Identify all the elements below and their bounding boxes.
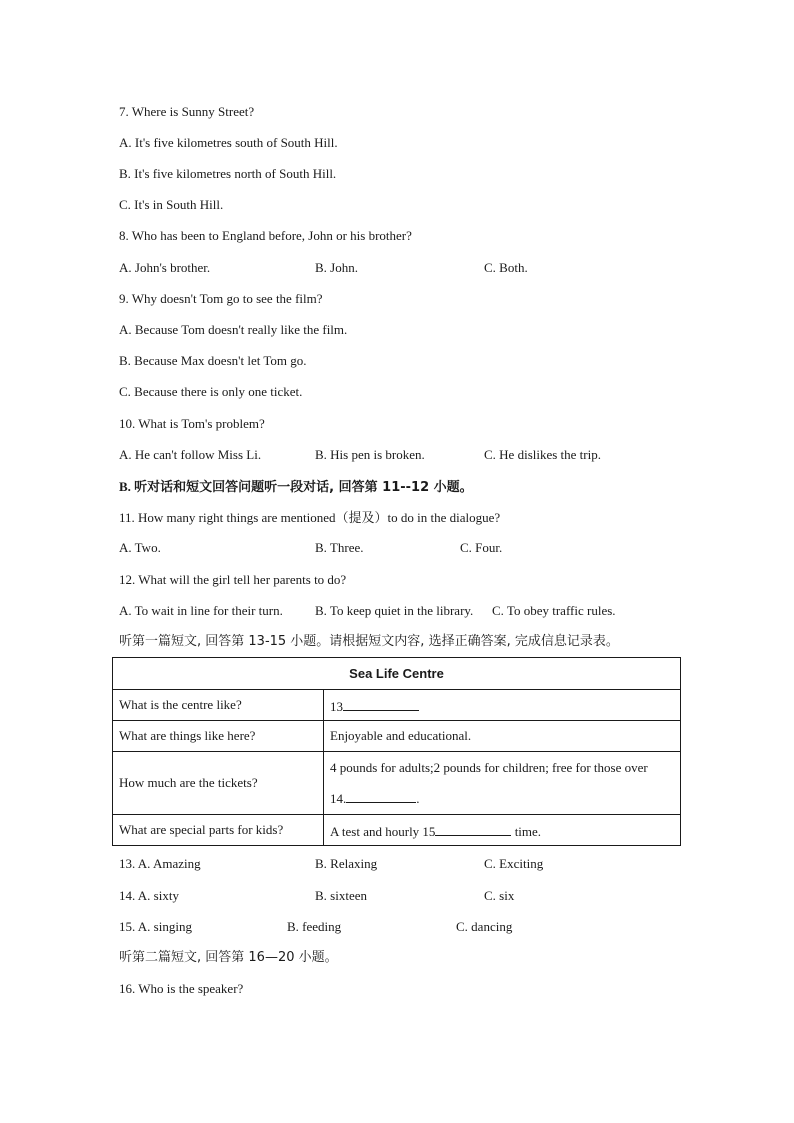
table-cell-answer: Enjoyable and educational. [324, 721, 681, 752]
question-12: 12. What will the girl tell her parents to do? [119, 572, 347, 587]
q12-option-b: B. To keep quiet in the library. [315, 603, 474, 618]
blank-number-15: A test and hourly 15 [330, 823, 436, 839]
question-9: 9. Why doesn't Tom go to see the film? [119, 291, 323, 306]
q7-option-a: A. It's five kilometres south of South Hill. [119, 135, 338, 150]
info-record-table [112, 657, 681, 846]
q15-option-b: B. feeding [287, 919, 342, 934]
blank-number-13: 13 [330, 698, 343, 714]
q7-option-c: C. It's in South Hill. [119, 197, 224, 212]
q15-option-c: C. dancing [456, 919, 513, 934]
blank-13 [343, 696, 419, 711]
q10-option-c: C. He dislikes the trip. [484, 447, 601, 462]
table-cell-question: How much are the tickets? [113, 752, 324, 815]
q8-option-b: B. John. [315, 260, 358, 275]
blank-15 [435, 821, 511, 836]
question-8: 8. Who has been to England before, John or his brother? [119, 228, 412, 243]
table-row [113, 690, 681, 721]
table-cell-answer [324, 815, 681, 846]
q14-option-c: C. six [484, 888, 515, 903]
q13-option-b: B. Relaxing [315, 856, 378, 871]
q9-option-a: A. Because Tom doesn't really like the film. [119, 322, 348, 337]
passage-2-intro: 听第二篇短文, 回答第 16—20 小题。 [119, 950, 338, 965]
q14-option-a: 14. A. sixty [119, 888, 179, 903]
table-row [113, 721, 681, 752]
q11-option-c: C. Four. [460, 540, 503, 555]
table-cell-question: What is the centre like? [113, 690, 324, 721]
q11-option-a: A. Two. [119, 540, 161, 555]
table-cell-question: What are special parts for kids? [113, 815, 324, 846]
blank-number-14: 14. [330, 791, 347, 806]
table-title-row [113, 658, 681, 690]
blank-14 [346, 788, 416, 803]
q7-option-b: B. It's five kilometres north of South Hill. [119, 166, 337, 181]
table-cell-answer [324, 690, 681, 721]
question-10: 10. What is Tom's problem? [119, 416, 265, 431]
q10-option-a: A. He can't follow Miss Li. [119, 447, 262, 462]
section-b-label: B. [119, 479, 131, 494]
question-11: 11. How many right things are mentioned（提及）to do in the dialogue? [119, 510, 501, 525]
section-b-text: 听对话和短文回答问题听一段对话, 回答第 11--12 小题。 [134, 480, 473, 495]
ticket-price-text: 4 pounds for adults;2 pounds for children; free for those over [330, 760, 648, 775]
q14-option-b: B. sixteen [315, 888, 367, 903]
question-7: 7. Where is Sunny Street? [119, 104, 255, 119]
q13-option-c: C. Exciting [484, 856, 544, 871]
table-row [113, 752, 681, 815]
time-label: time. [511, 823, 542, 839]
ticket-period: . [416, 791, 420, 806]
table-cell-question: What are things like here? [113, 721, 324, 752]
q10-option-b: B. His pen is broken. [315, 447, 425, 462]
passage-1-intro: 听第一篇短文, 回答第 13-15 小题。请根据短文内容, 选择正确答案, 完成信息记录表。 [119, 634, 619, 649]
table-title: Sea Life Centre [113, 658, 681, 690]
question-16: 16. Who is the speaker? [119, 981, 244, 996]
q9-option-b: B. Because Max doesn't let Tom go. [119, 353, 307, 368]
q8-option-c: C. Both. [484, 260, 528, 275]
ticket-age-line [330, 783, 674, 814]
q8-option-a: A. John's brother. [119, 260, 211, 275]
q9-option-c: C. Because there is only one ticket. [119, 384, 303, 399]
q11-option-b: B. Three. [315, 540, 364, 555]
table-cell-answer [324, 752, 681, 815]
q15-option-a: 15. A. singing [119, 919, 192, 934]
table-row [113, 815, 681, 846]
q13-option-a: 13. A. Amazing [119, 856, 201, 871]
q12-option-c: C. To obey traffic rules. [492, 603, 616, 618]
section-b-heading [119, 477, 473, 497]
q12-option-a: A. To wait in line for their turn. [119, 603, 283, 618]
